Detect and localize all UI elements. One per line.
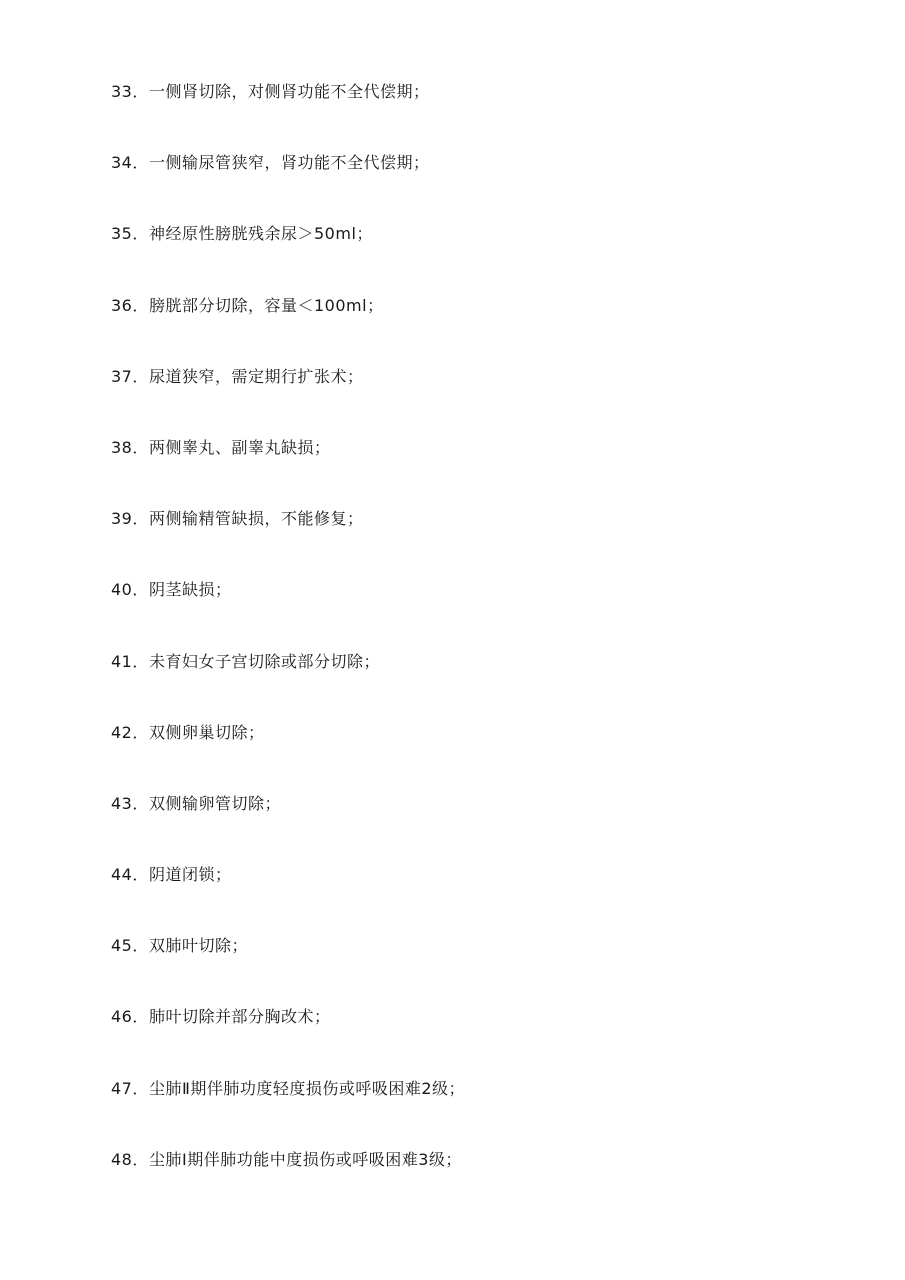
item-text: 一侧肾切除，对侧肾功能不全代偿期； bbox=[149, 82, 430, 101]
item-text: 两侧输精管缺损，不能修复； bbox=[149, 509, 364, 529]
list-item bbox=[111, 1140, 871, 1211]
list-item bbox=[111, 72, 871, 143]
list-item bbox=[111, 642, 871, 713]
list-item bbox=[111, 784, 871, 855]
item-number: 37． bbox=[111, 366, 149, 386]
item-text: 膀胱部分切除，容量＜100ml； bbox=[149, 295, 384, 315]
item-number: 48． bbox=[111, 1149, 149, 1169]
item-number: 43． bbox=[111, 793, 149, 813]
item-number: 45． bbox=[111, 936, 149, 956]
regulation-list bbox=[111, 72, 871, 1211]
item-number: 33． bbox=[111, 82, 149, 101]
item-text: 阴道闭锁； bbox=[149, 865, 232, 885]
item-text: 双侧输卵管切除； bbox=[149, 793, 282, 813]
item-text: 阴茎缺损； bbox=[149, 580, 232, 600]
list-item bbox=[111, 855, 871, 926]
item-number: 39． bbox=[111, 509, 149, 529]
item-text: 双侧卵巢切除； bbox=[149, 722, 265, 742]
item-text: 两侧睾丸、副睾丸缺损； bbox=[149, 437, 331, 457]
item-number: 41． bbox=[111, 651, 149, 671]
item-number: 42． bbox=[111, 722, 149, 742]
list-item bbox=[111, 1069, 871, 1140]
item-text: 一侧输尿管狭窄，肾功能不全代偿期； bbox=[149, 153, 430, 173]
list-item bbox=[111, 286, 871, 357]
item-text: 神经原性膀胱残余尿＞50ml； bbox=[149, 224, 373, 244]
item-number: 38． bbox=[111, 437, 149, 457]
list-item bbox=[111, 143, 871, 214]
item-number: 40． bbox=[111, 580, 149, 600]
item-text: 未育妇女子宫切除或部分切除； bbox=[149, 651, 381, 671]
list-item bbox=[111, 357, 871, 428]
list-item bbox=[111, 570, 871, 641]
item-number: 46． bbox=[111, 1007, 149, 1027]
list-item bbox=[111, 428, 871, 499]
list-item bbox=[111, 499, 871, 570]
item-number: 47． bbox=[111, 1078, 149, 1098]
item-number: 35． bbox=[111, 224, 149, 244]
item-text: 尘肺Ⅱ期伴肺功度轻度损伤或呼吸困难2级； bbox=[149, 1078, 466, 1098]
item-number: 44． bbox=[111, 865, 149, 885]
item-text: 双肺叶切除； bbox=[149, 936, 249, 956]
list-item bbox=[111, 926, 871, 997]
item-number: 36． bbox=[111, 295, 149, 315]
list-item bbox=[111, 713, 871, 784]
item-text: 肺叶切除并部分胸改术； bbox=[149, 1007, 331, 1027]
list-item bbox=[111, 214, 871, 285]
item-text: 尘肺Ⅰ期伴肺功能中度损伤或呼吸困难3级； bbox=[149, 1149, 462, 1169]
item-text: 尿道狭窄，需定期行扩张术； bbox=[149, 366, 364, 386]
item-number: 34． bbox=[111, 153, 149, 173]
list-item bbox=[111, 997, 871, 1068]
